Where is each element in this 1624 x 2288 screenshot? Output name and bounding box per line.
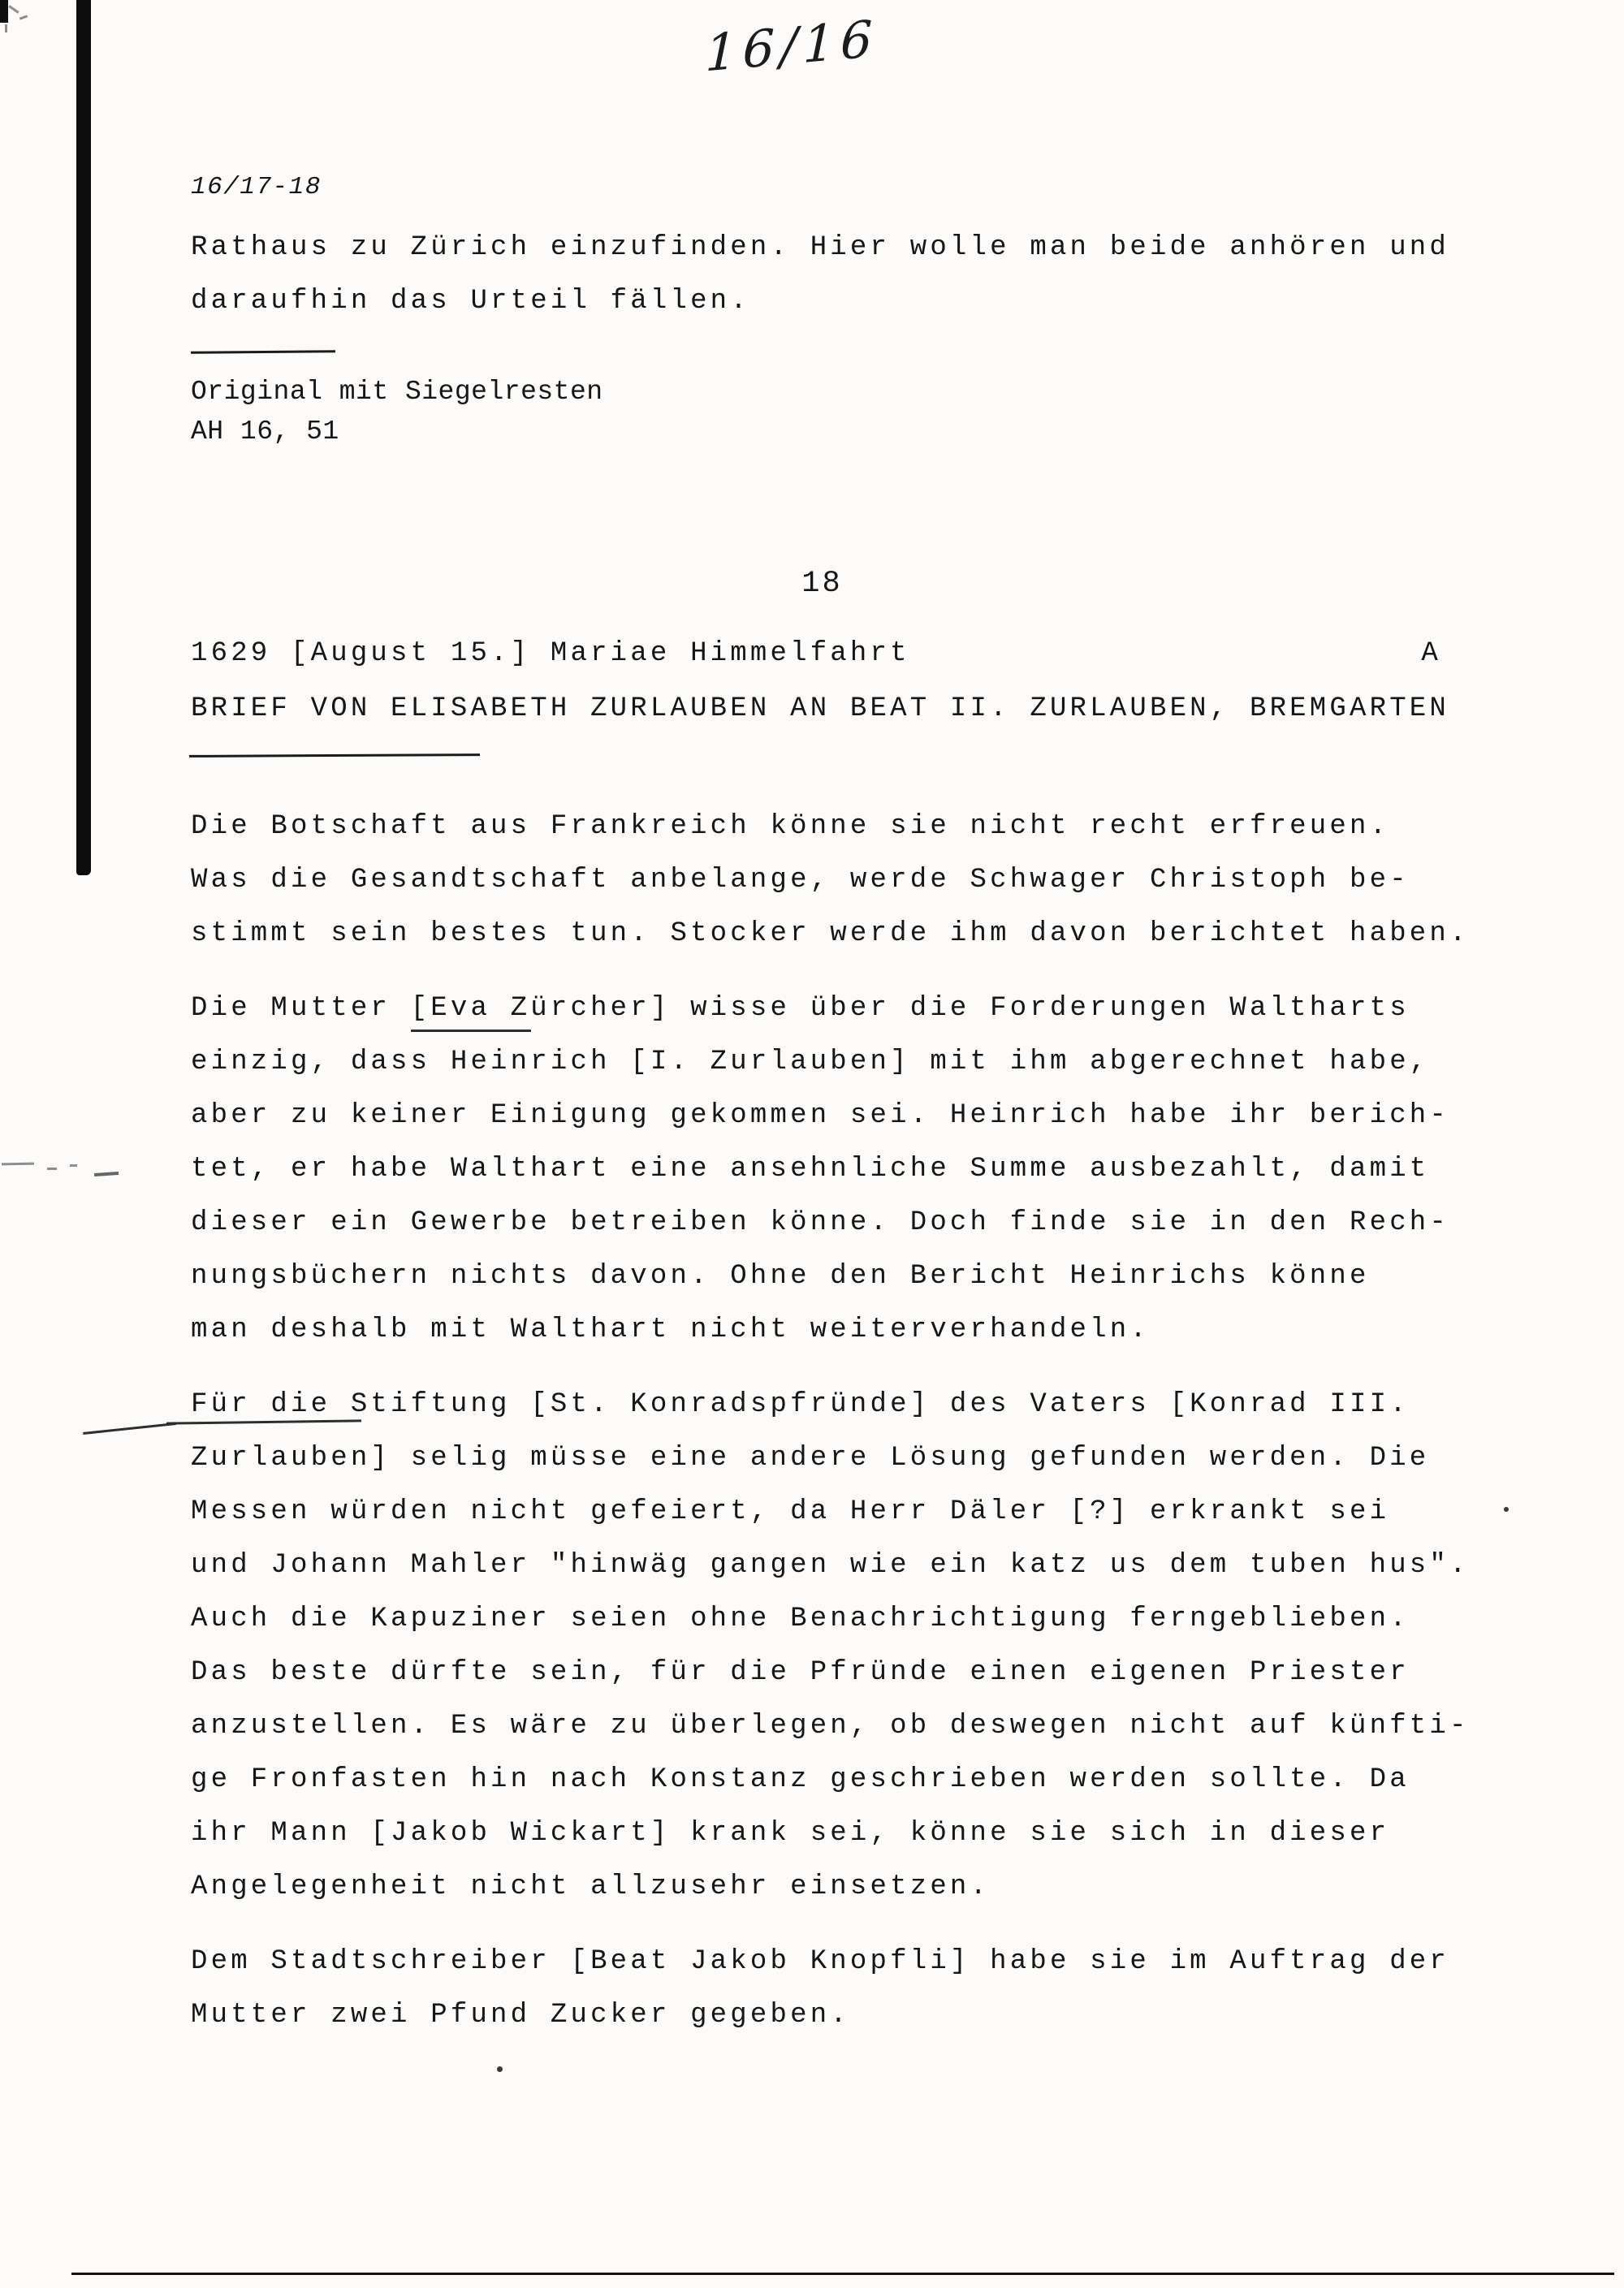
left-edge-scan-bar-artifact (76, 0, 91, 875)
handwritten-folio-number: 16/16 (704, 8, 879, 84)
text-line: man deshalb mit Walthart nicht weiterverhandeln. (191, 1315, 1150, 1345)
text-line: Für die Stiftung [St. Konradspfründe] des Vaters [Konrad III. (191, 1389, 1410, 1420)
text-line: einzig, dass Heinrich [I. Zurlauben] mit ihm abgerechnet habe, (191, 1047, 1430, 1077)
text-line: Zurlauben] selig müsse eine andere Lösung gefunden werden. Die (191, 1443, 1430, 1474)
stray-dot-artifact (1504, 1507, 1509, 1512)
paragraph (191, 1378, 1474, 1914)
stray-dot-artifact (497, 2066, 503, 2072)
text-line: anzustellen. Es wäre zu überlegen, ob deswegen nicht auf künfti- (191, 1711, 1470, 1742)
entry-number-heading: 18 (801, 567, 843, 601)
top-left-edge-artifact (0, 0, 8, 23)
text-line: und Johann Mahler "hinwäg gangen wie ein katz us dem tuben hus". (191, 1550, 1470, 1581)
text-line: Die Mutter [Eva Zürcher] wisse über die Forderungen Waltharts (191, 993, 1410, 1024)
text-line: stimmt sein bestes tun. Stocker werde ihm davon berichtet haben. (191, 918, 1470, 949)
text-line: Dem Stadtschreiber [Beat Jakob Knopfli] habe sie im Auftrag der (191, 1946, 1450, 1977)
text-line: Was die Gesandtschaft anbelange, werde Schwager Christoph be- (191, 865, 1410, 896)
text-line: daraufhin das Urteil fällen. (191, 286, 750, 317)
paragraph (191, 800, 1474, 961)
pencil-underline-mark (83, 1422, 176, 1435)
text-line: aber zu keiner Einigung gekommen sei. Heinrich habe ihr berich- (191, 1100, 1450, 1131)
text-line: dieser ein Gewerbe betreiben könne. Doch finde sie in den Rech- (191, 1207, 1450, 1238)
source-note-line: Original mit Siegelresten (191, 377, 603, 407)
text-line: Rathaus zu Zürich einzufinden. Hier wolle man beide anhören und (191, 232, 1450, 263)
paragraph (191, 1935, 1474, 2042)
pencil-margin-mark (2, 1163, 34, 1166)
entry-18-body (191, 800, 1474, 2063)
text-line: Mutter zwei Pfund Zucker gegeben. (191, 2000, 850, 2031)
text-line: nungsbüchern nichts davon. Ohne den Bericht Heinrichs könne (191, 1261, 1370, 1292)
text-line: Auch die Kapuziner seien ohne Benachrichtigung ferngeblieben. (191, 1604, 1410, 1634)
entry-18-title: BRIEF VON ELISABETH ZURLAUBEN AN BEAT II. ZURLAUBEN, BREMGARTEN (191, 693, 1450, 724)
pencil-margin-mark (94, 1172, 119, 1176)
pencil-margin-mark (47, 1168, 57, 1170)
text-line: Messen würden nicht gefeiert, da Herr Däler [?] erkrankt sei (191, 1496, 1390, 1527)
bottom-scan-edge-line (71, 2273, 1614, 2275)
text-line: Angelegenheit nicht allzusehr einsetzen. (191, 1871, 991, 1902)
typewriter-line-artifact (411, 1030, 531, 1032)
paragraph (191, 982, 1474, 1357)
entry-17-source-note (191, 372, 603, 451)
text-line: Das beste dürfte sein, für die Pfründe einen eigenen Priester (191, 1657, 1410, 1688)
pencil-corner-mark (8, 5, 19, 13)
archive-class-letter: A (1421, 638, 1441, 669)
entry-18-date-row (191, 627, 1453, 680)
pencil-corner-mark (5, 24, 7, 32)
text-line: Die Botschaft aus Frankreich könne sie nicht recht erfreuen. (191, 811, 1390, 842)
pencil-corner-mark (19, 15, 28, 19)
text-line: ihr Mann [Jakob Wickart] krank sei, könne sie sich in dieser (191, 1818, 1390, 1849)
text-line: tet, er habe Walthart eine ansehnliche Summe ausbezahlt, damit (191, 1154, 1430, 1185)
pencil-margin-mark (70, 1164, 77, 1167)
entry-date: 1629 [August 15.] Mariae Himmelfahrt (191, 638, 910, 669)
text-line: ge Fronfasten hin nach Konstanz geschrieben werden sollte. Da (191, 1764, 1410, 1795)
source-note-line: AH 16, 51 (191, 417, 339, 447)
page-reference: 16/17-18 (191, 173, 322, 201)
separator-rule (189, 753, 480, 758)
separator-rule (191, 350, 335, 354)
entry-17-text (191, 221, 1449, 328)
